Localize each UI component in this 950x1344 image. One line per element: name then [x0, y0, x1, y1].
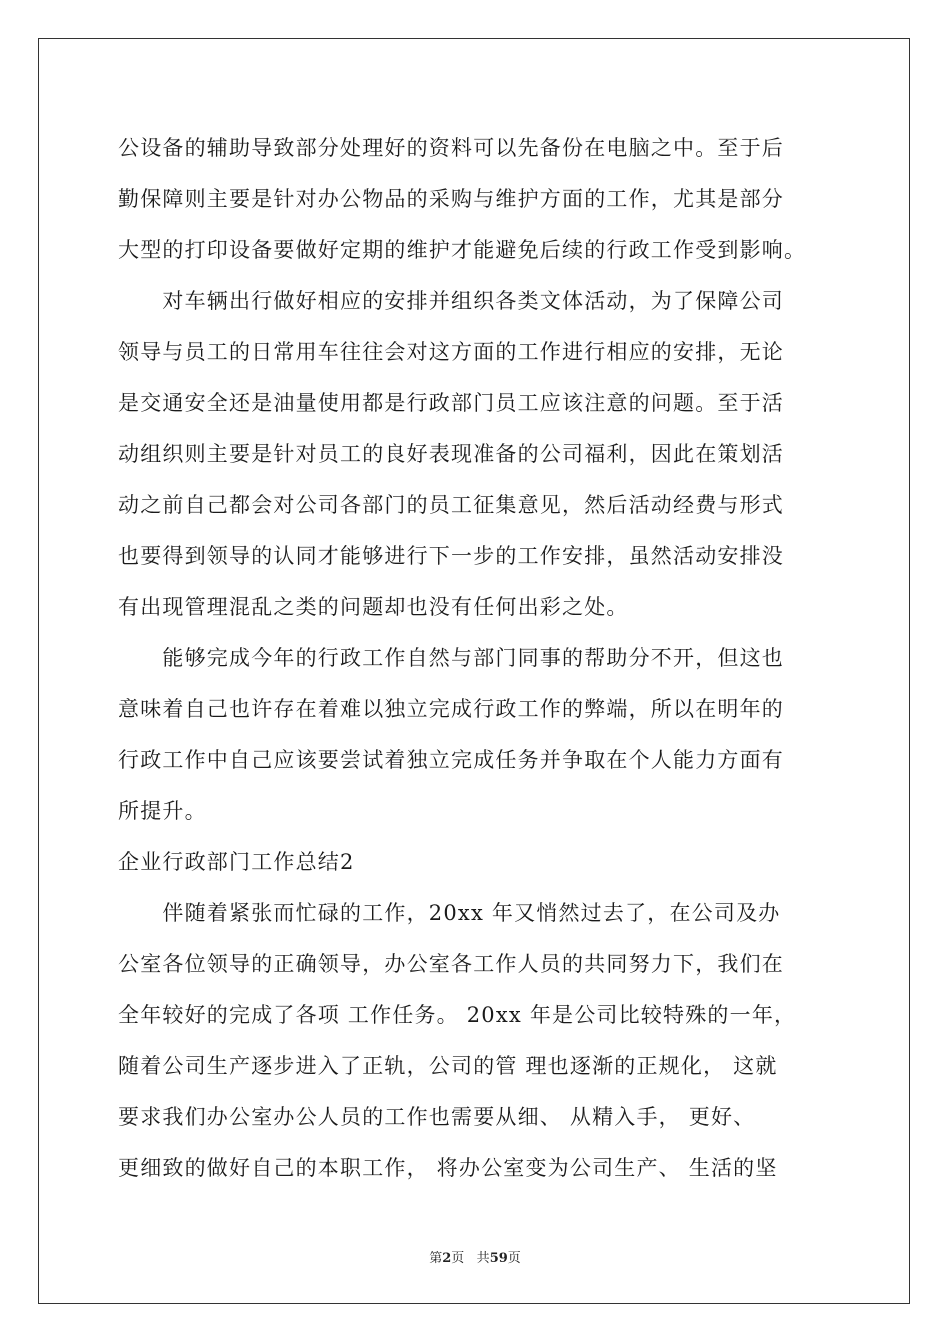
- text-line: 也要得到领导的认同才能够进行下一步的工作安排，虽然活动安排没: [118, 544, 784, 568]
- text-line: 领导与员工的日常用车往往会对这方面的工作进行相应的安排，无论: [118, 340, 784, 364]
- page-number: 2: [442, 1251, 452, 1266]
- text-line: 勤保障则主要是针对办公物品的采购与维护方面的工作，尤其是部分: [118, 187, 784, 211]
- text-line: 意味着自己也许存在着难以独立完成行政工作的弊端，所以在明年的: [118, 697, 784, 721]
- text-line: 全年较好的完成了各项 工作任务。 20xx 年是公司比较特殊的一年，: [118, 1003, 797, 1027]
- text-line: 行政工作中自己应该要尝试着独立完成任务并争取在个人能力方面有: [118, 748, 784, 772]
- paragraph-start-line: 对车辆出行做好相应的安排并组织各类文体活动，为了保障公司: [118, 289, 784, 313]
- text-line: 有出现管理混乱之类的问题却也没有任何出彩之处。: [118, 595, 629, 619]
- paragraph-start-line: 伴随着紧张而忙碌的工作，20xx 年又悄然过去了，在公司及办: [118, 901, 781, 925]
- total-label-prefix: 共: [476, 1251, 490, 1266]
- text-line: 更细致的做好自己的本职工作， 将办公室变为公司生产、 生活的坚: [118, 1156, 778, 1180]
- text-line: 动组织则主要是针对员工的良好表现准备的公司福利，因此在策划活: [118, 442, 784, 466]
- text-line: 公室各位领导的正确领导，办公室各工作人员的共同努力下，我们在: [118, 952, 784, 976]
- text-line: 要求我们办公室办公人员的工作也需要从细、 从精入手， 更好、: [118, 1105, 756, 1129]
- paragraph-start-line: 能够完成今年的行政工作自然与部门同事的帮助分不开，但这也: [118, 646, 784, 670]
- section-heading: 企业行政部门工作总结2: [118, 850, 355, 874]
- text-line: 大型的打印设备要做好定期的维护才能避免后续的行政工作受到影响。: [118, 238, 807, 262]
- page-label-suffix: 页: [451, 1251, 465, 1266]
- total-label-suffix: 页: [507, 1251, 521, 1266]
- page-footer: [0, 1247, 950, 1266]
- text-line: 公设备的辅助导致部分处理好的资料可以先备份在电脑之中。至于后: [118, 136, 784, 160]
- text-line: 是交通安全还是油量使用都是行政部门员工应该注意的问题。至于活: [118, 391, 784, 415]
- text-line: 随着公司生产逐步进入了正轨，公司的管 理也逐渐的正规化， 这就: [118, 1054, 778, 1078]
- text-line: 所提升。: [118, 799, 207, 823]
- total-pages: 59: [489, 1251, 508, 1266]
- text-line: 动之前自己都会对公司各部门的员工征集意见，然后活动经费与形式: [118, 493, 784, 517]
- page-label-prefix: 第: [429, 1251, 443, 1266]
